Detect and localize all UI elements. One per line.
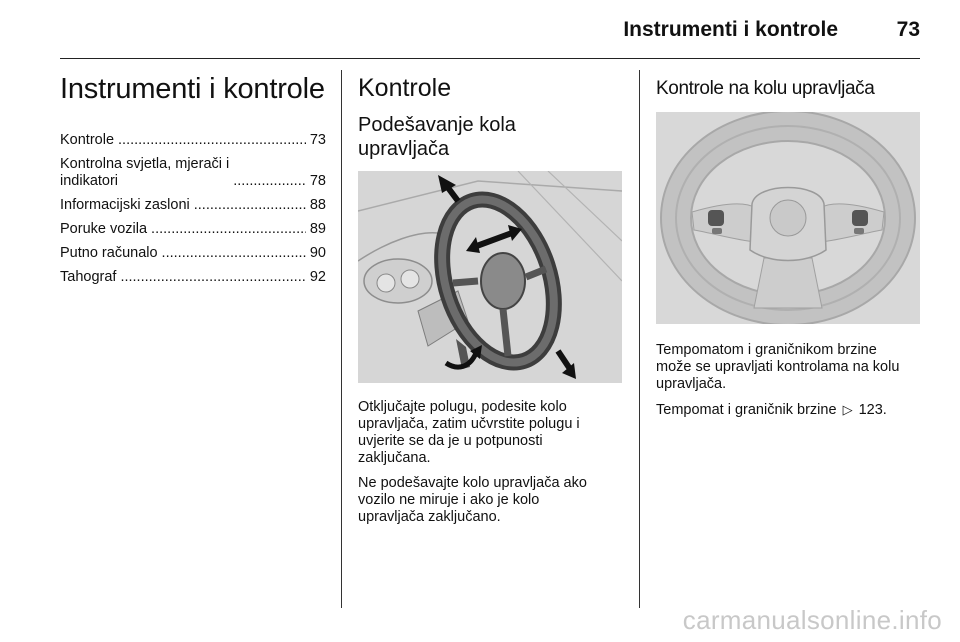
toc-label: Kontrolna svjetla, mjerači i indikatori [60,156,230,189]
table-of-contents [60,132,326,286]
section-title: Kontrole [358,74,452,102]
watermark: carmanualsonline.info [682,605,942,635]
steering-controls-column [656,68,922,606]
page-reference-icon: ▷ [842,402,853,417]
toc-leader [120,269,305,286]
toc-page: 88 [309,197,326,213]
toc-label: Tahograf [60,269,117,285]
toc-item[interactable] [60,245,326,262]
section-title: Kontrole na kolu upravljača [656,78,875,99]
toc-leader [151,221,306,238]
steering-wheel-drawing [656,112,920,324]
toc-item[interactable] [60,269,326,286]
toc-page: 90 [309,245,326,261]
toc-item[interactable] [60,132,326,149]
running-header [60,14,920,59]
paragraph: Tempomatom i graničnikom brzine može se upravljati kontrolama na kolu upravljača. [656,342,900,392]
toc-item[interactable] [60,156,326,190]
toc-leader [194,197,306,214]
paragraph-text: Tempomat i graničnik brzine [656,402,837,418]
chapter-title: Instrumenti i kontrole [60,73,325,105]
toc-label: Poruke vozila [60,221,148,237]
steering-wheel-illustration [656,112,920,324]
paragraph: Ne podešavajte kolo upravljača ako vozilo ne miruje i ako je kolo upravljača zaključano. [358,475,587,525]
toc-page: 89 [309,221,326,237]
toc-page: 92 [309,269,326,285]
paragraph-with-reference [656,401,922,419]
toc-leader [118,132,306,149]
toc-item[interactable] [60,221,326,238]
toc-leader [233,173,306,190]
kontrole-column [358,68,624,606]
toc-page: 73 [309,132,326,148]
steering-adjust-illustration [358,171,622,383]
toc-label: Putno računalo [60,245,158,261]
subsection-title: Podešavanje kola upravljača [358,114,516,160]
toc-page: 78 [309,173,326,189]
toc-leader [162,245,306,262]
column-divider [341,70,342,608]
page-number: 73 [896,18,920,41]
paragraph: Otključajte polugu, podesite kolo upravljača, zatim učvrstite polugu i uvjerite se da je u potpunosti zaključana. [358,399,580,466]
steering-adjust-drawing [358,171,622,383]
toc-label: Informacijski zasloni [60,197,190,213]
toc-item[interactable] [60,197,326,214]
page-reference[interactable]: 123. [858,402,887,418]
running-header-title: Instrumenti i kontrole [623,18,838,41]
toc-label: Kontrole [60,132,115,148]
toc-column [60,68,326,606]
column-divider [639,70,640,608]
